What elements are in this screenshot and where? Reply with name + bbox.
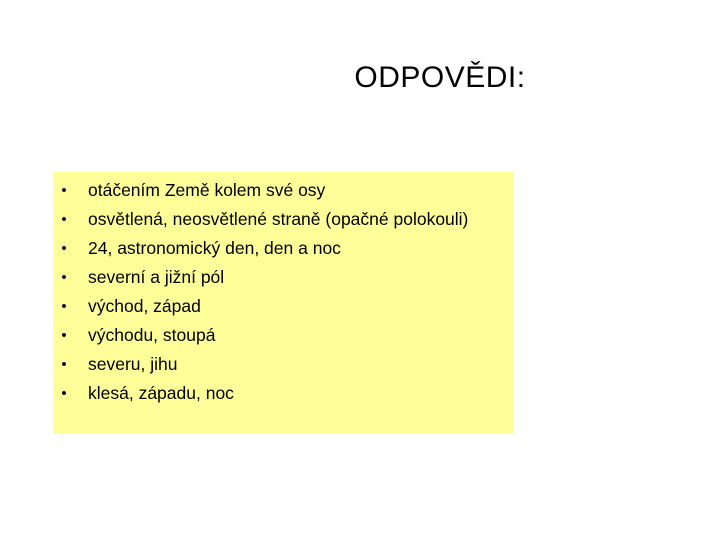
answer-text: klesá, západu, noc [88,383,234,403]
answer-text: východu, stoupá [88,325,216,345]
bullet-icon: • [61,356,67,373]
bullet-icon: • [61,298,67,315]
bullet-icon: • [61,211,67,228]
answer-text: 24, astronomický den, den a noc [88,238,341,258]
slide-title: ODPOVĚDI: [354,61,526,94]
answer-text: otáčením Země kolem své osy [88,180,326,200]
bullet-icon: • [61,385,67,402]
bullet-icon: • [61,182,67,199]
bullet-icon: • [61,240,67,257]
answer-text: severní a jižní pól [88,267,225,287]
bullet-icon: • [61,327,67,344]
answer-text: severu, jihu [88,354,178,374]
answer-text: osvětlená, neosvětlené straně (opačné polokouli) [88,209,469,229]
bullet-icon: • [61,269,67,286]
answer-text: východ, západ [88,296,201,316]
